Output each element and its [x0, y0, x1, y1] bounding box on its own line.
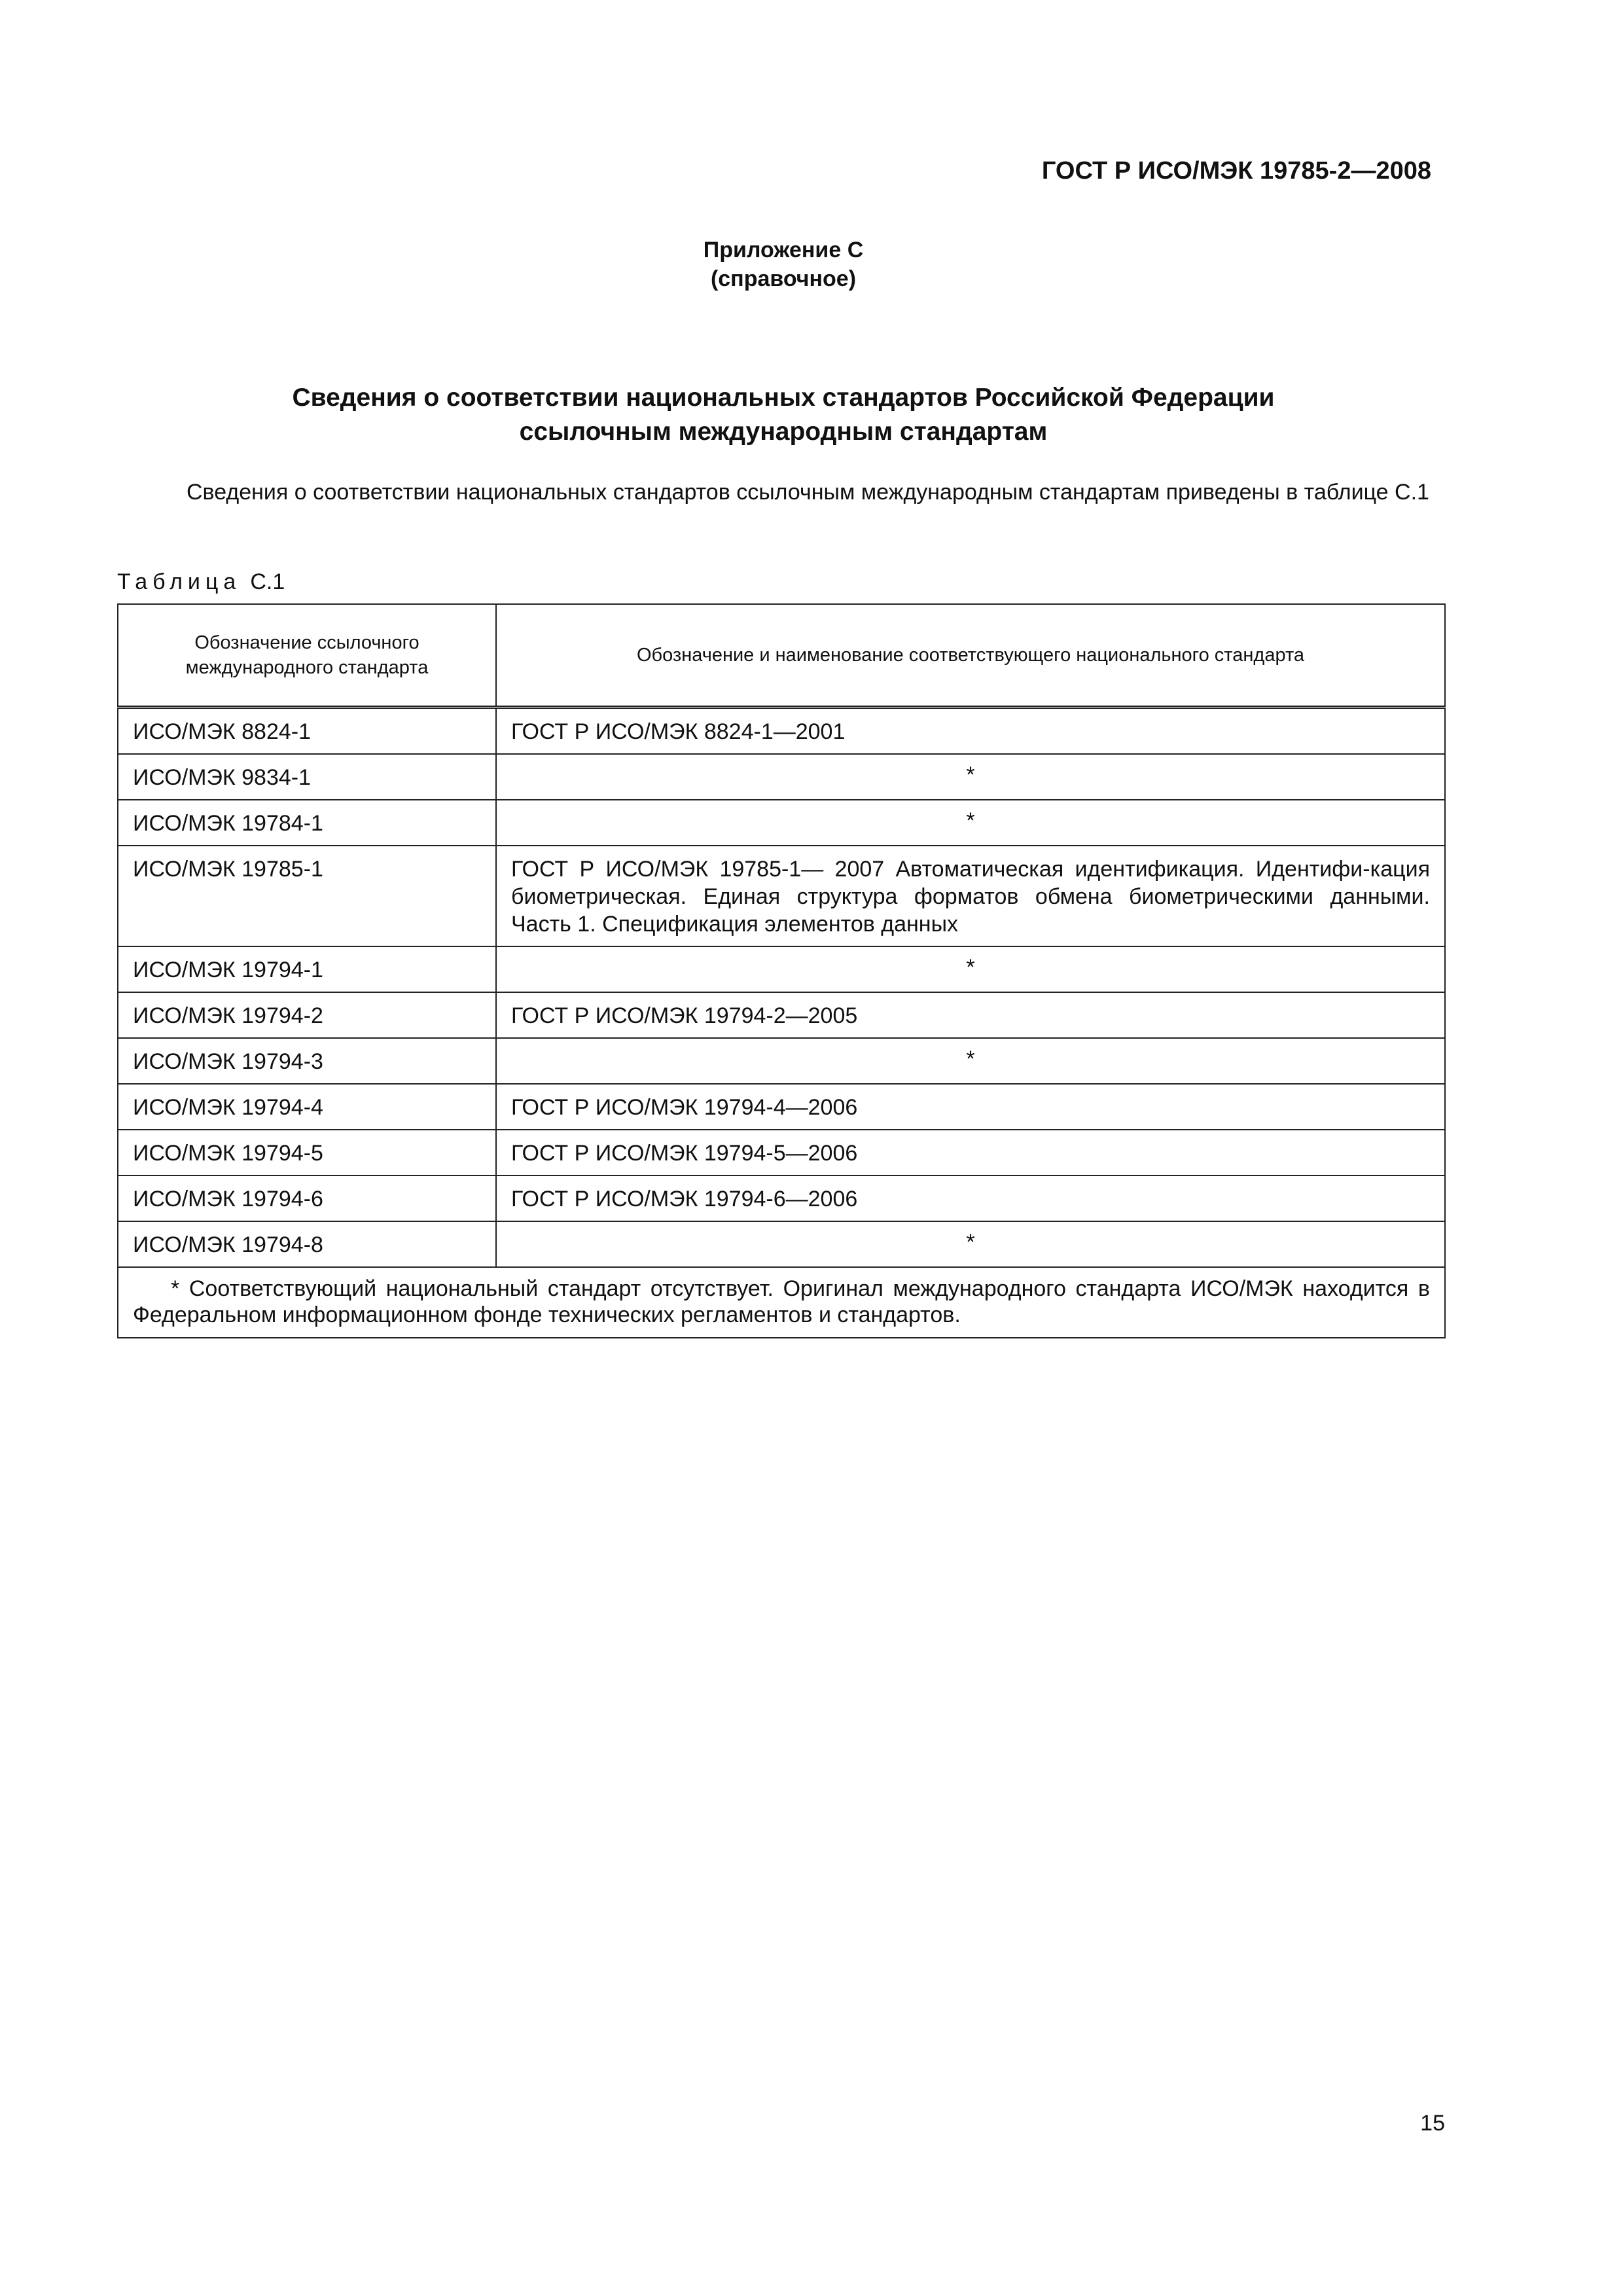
- national-standard-cell: ГОСТ Р ИСО/МЭК 19794-2—2005: [496, 992, 1445, 1038]
- table-row: [118, 946, 1445, 992]
- section-title-line-1: Сведения о соответствии национальных стандартов Российской Федерации: [292, 384, 1275, 412]
- section-title: [0, 381, 1567, 449]
- table-row: [118, 800, 1445, 846]
- table-row: [118, 754, 1445, 800]
- national-standard-cell: ГОСТ Р ИСО/МЭК 19794-4—2006: [496, 1084, 1445, 1130]
- table-row: [118, 1038, 1445, 1084]
- table-caption: [117, 569, 285, 595]
- table-header-row: [118, 604, 1445, 708]
- reference-standard-cell: ИСО/МЭК 19794-2: [118, 992, 496, 1038]
- table-caption-label: Таблица: [117, 569, 241, 594]
- reference-standard-cell: ИСО/МЭК 19784-1: [118, 800, 496, 846]
- table-caption-number: С.1: [250, 569, 285, 594]
- section-title-line-2: ссылочным международным стандартам: [519, 418, 1048, 446]
- table-row: [118, 1084, 1445, 1130]
- national-standard-cell: *: [496, 800, 1445, 846]
- reference-standard-cell: ИСО/МЭК 19794-3: [118, 1038, 496, 1084]
- standards-correspondence-table: [117, 603, 1446, 1338]
- reference-standard-cell: ИСО/МЭК 19794-5: [118, 1130, 496, 1175]
- appendix-title: Приложение С: [703, 238, 864, 262]
- reference-standard-cell: ИСО/МЭК 9834-1: [118, 754, 496, 800]
- table-footnote: * Соответствующий национальный стандарт отсутствует. Оригинал международного стандарта ИСО/МЭК находится в Федеральном информационном фонде технических регламентов и стандартов.: [118, 1267, 1445, 1338]
- reference-standard-cell: ИСО/МЭК 19794-6: [118, 1175, 496, 1221]
- appendix-subtitle: (справочное): [710, 266, 857, 291]
- national-standard-cell: *: [496, 1221, 1445, 1267]
- reference-standard-cell: ИСО/МЭК 19794-8: [118, 1221, 496, 1267]
- national-standard-cell: ГОСТ Р ИСО/МЭК 8824-1—2001: [496, 708, 1445, 755]
- table-row: [118, 992, 1445, 1038]
- reference-standard-cell: ИСО/МЭК 19794-4: [118, 1084, 496, 1130]
- national-standard-cell: *: [496, 754, 1445, 800]
- table-row: [118, 846, 1445, 946]
- table-row: [118, 1175, 1445, 1221]
- page-number: 15: [1420, 2111, 1445, 2136]
- intro-paragraph: Сведения о соответствии национальных стандартов ссылочным международным стандартам приведены в таблице С.1: [187, 480, 1429, 505]
- reference-standard-cell: ИСО/МЭК 8824-1: [118, 708, 496, 755]
- table-footnote-row: [118, 1267, 1445, 1338]
- national-standard-cell: ГОСТ Р ИСО/МЭК 19794-5—2006: [496, 1130, 1445, 1175]
- national-standard-cell: *: [496, 1038, 1445, 1084]
- reference-standard-cell: ИСО/МЭК 19785-1: [118, 846, 496, 946]
- table-row: [118, 1130, 1445, 1175]
- national-standard-cell: *: [496, 946, 1445, 992]
- header-national-standard: Обозначение и наименование соответствующего национального стандарта: [496, 604, 1445, 708]
- table-row: [118, 708, 1445, 755]
- table-row: [118, 1221, 1445, 1267]
- national-standard-cell: ГОСТ Р ИСО/МЭК 19785-1— 2007 Автоматическая идентификация. Идентифи-кация биометрическая. Единая структура форматов обмена биометрическими данными. Часть 1. Спецификация элементов данных: [496, 846, 1445, 946]
- national-standard-cell: ГОСТ Р ИСО/МЭК 19794-6—2006: [496, 1175, 1445, 1221]
- document-code: ГОСТ Р ИСО/МЭК 19785-2—2008: [1041, 157, 1431, 185]
- header-reference-standard: Обозначение ссылочного международного стандарта: [118, 604, 496, 708]
- reference-standard-cell: ИСО/МЭК 19794-1: [118, 946, 496, 992]
